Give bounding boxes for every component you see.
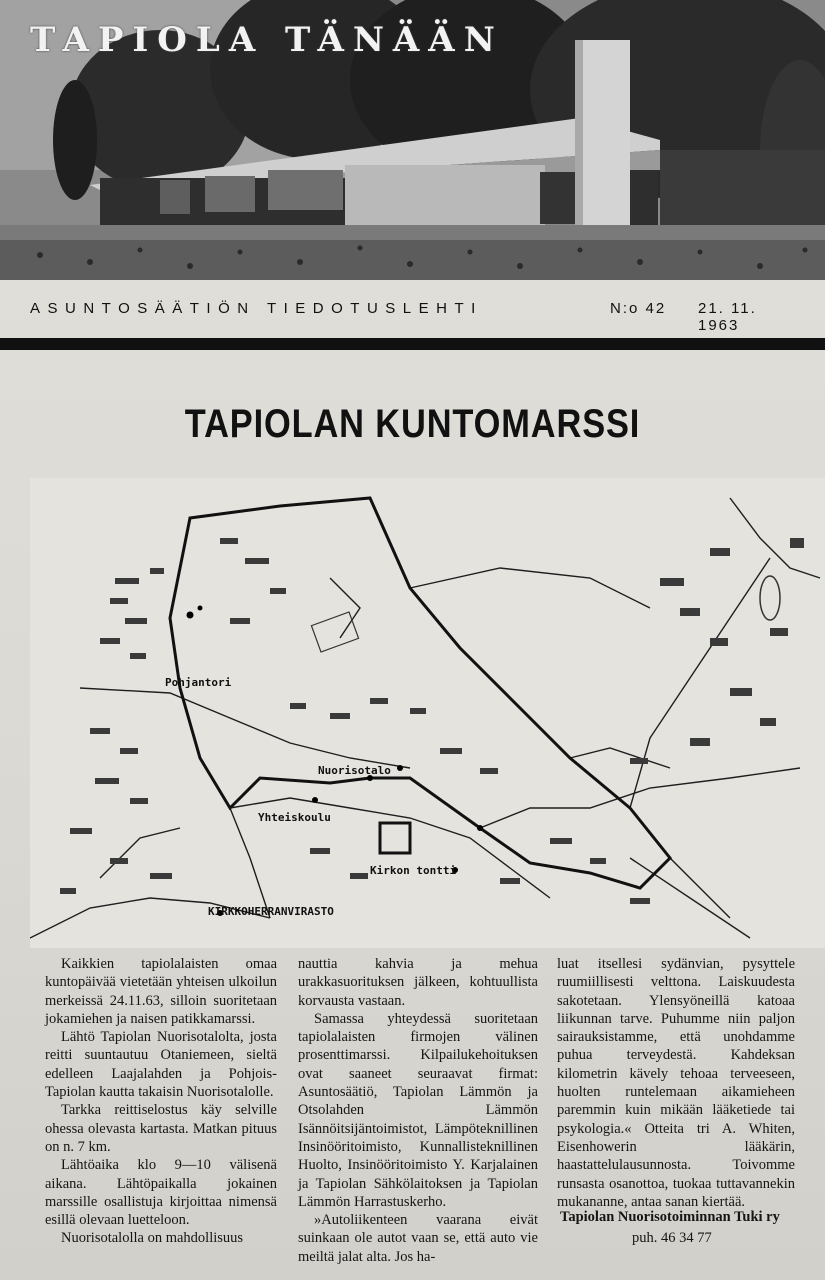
publication-name: ASUNTOSÄÄTIÖN TIEDOTUSLEHTI: [30, 300, 483, 317]
map-label-nuorisotalo: Nuorisotalo: [318, 764, 391, 777]
route-map-drawing: [30, 478, 825, 948]
masthead-title: TAPIOLA TÄNÄÄN: [30, 20, 504, 60]
header-photo: [0, 0, 825, 280]
paragraph: Tarkka reittiselostus käy selville ohessa olevasta kartasta. Matkan pituus on n. 7 km.: [45, 1102, 277, 1155]
article-column-1: [45, 955, 277, 1248]
article-column-3: [557, 955, 795, 1211]
map-label-kirkkoherranvirasto: KIRKKOHERRANVIRASTO: [208, 905, 334, 918]
paragraph: Samassa yhteydessä suoritetaan tapiolalaisten firmojen välinen prosenttimarssi. Kilpailukehoituksen ovat saaneet seuraavat firmat: Asuntosäätiö, Tapiolan Lämmön ja Otsolahden Lämmön Isännöitsijäntoimistot, Lämpöteknillinen Insinööritoimisto, Kunnallisteknillinen Huolto, Insinööritoimisto Y. Karjalainen ja Tapiolan Sähkölaitoksen ja Tapiolan Lämmön Harrastuskerho.: [298, 1010, 538, 1210]
article-column-2: [298, 955, 538, 1266]
map-label-kirkon-tontti: Kirkon tontti: [370, 864, 457, 877]
paragraph: Nuorisotalolla on mahdollisuus: [61, 1230, 244, 1247]
signature-phone: puh. 46 34 77: [632, 1230, 712, 1246]
paragraph: »Autoliikenteen vaarana eivät suinkaan ole autot vaan se, että auto vie meiltä jalat alta. Jos ha-: [298, 1212, 538, 1265]
route-map: [30, 478, 825, 948]
map-label-pohjantori: Pohjantori: [165, 676, 232, 689]
paragraph: nauttia kahvia ja mehua urakkasuorituksen jälkeen, kohtuullista korvausta vastaan.: [298, 956, 538, 1009]
paragraph: Kaikkien tapiolalaisten omaa kuntopäivää vietetään yhteisen ulkoilun merkeissä 24.11.63, silloin suoritetaan jokamiehen ja naisen patikkamarssi.: [45, 956, 277, 1027]
map-label-yhteiskoulu: Yhteiskoulu: [258, 811, 331, 824]
publication-line: [30, 296, 800, 334]
issue-number: N:o 42: [610, 300, 667, 317]
issue-date: 21. 11. 1963: [698, 300, 757, 334]
paragraph: Lähtöaika klo 9—10 välisenä aikana. Lähtöpaikalla jokainen marssille osallistuja kirjoittaa nimensä esillä olevaan luetteloon.: [45, 1157, 277, 1229]
signature-organization: Tapiolan Nuorisotoiminnan Tuki ry: [560, 1209, 780, 1225]
article-title: TAPIOLAN KUNTOMARSSI: [184, 402, 641, 446]
paragraph: luat itsellesi sydänvian, pysyttele ruumiillisesti velttona. Laiskuudesta sakotetaan. Ylensyöneillä katoaa liikunnan tarve. Puhumme niin paljon sairauksistamme, että unohdamme puhua terveydestä. Kahdeksan kilometrin kävely tehoaa terveeseen, huolten runtelemaan aikamieheen paremmin kuin mikään lääketiede tai psykologia.« Otteita tri A. Whiten, Eisenhowerin lääkärin, haastattelulausunnosta. Toivomme runsasta osanottoa, tuokaa tuttavannekin mukananne, antaa sanan kiertää.: [557, 956, 795, 1210]
paragraph: Lähtö Tapiolan Nuorisotalolta, josta reitti suuntautuu Otaniemeen, sieltä edelleen Laajalahden ja Pohjois-Tapiolan kautta takaisin Nuorisotalolle.: [45, 1029, 277, 1101]
header-rule: [0, 338, 825, 350]
